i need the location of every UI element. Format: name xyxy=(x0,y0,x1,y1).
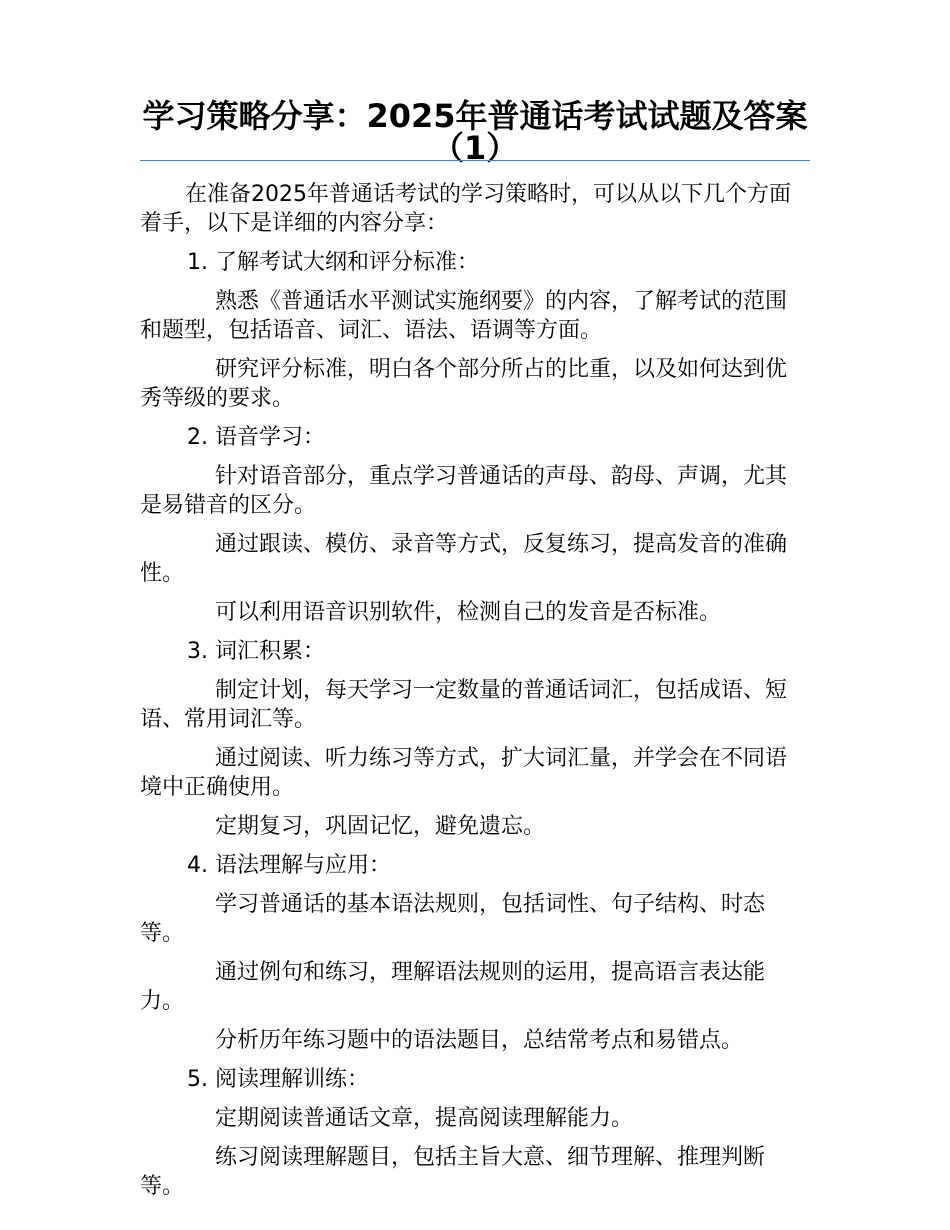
section-heading: 1. 了解考试大纲和评分标准： xyxy=(187,250,479,275)
document-body xyxy=(140,180,805,1211)
section-item: 定期复习，巩固记忆，避免遗忘。 xyxy=(215,814,546,839)
title-divider xyxy=(140,160,810,161)
section-item: 制定计划，每天学习一定数量的普通话词汇，包括成语、短语、常用词汇等。 xyxy=(140,678,788,732)
section-5 xyxy=(140,1065,805,1201)
intro-paragraph: 在准备2025年普通话考试的学习策略时，可以从以下几个方面着手，以下是详细的内容分享： xyxy=(140,182,791,236)
section-heading: 4. 语法理解与应用： xyxy=(187,853,391,878)
document-title: 学习策略分享：2025年普通话考试试题及答案（1） xyxy=(142,97,808,167)
section-item: 通过例句和练习，理解语法规则的运用，提高语言表达能力。 xyxy=(140,960,766,1014)
section-item: 通过阅读、听力练习等方式，扩大词汇量，并学会在不同语境中正确使用。 xyxy=(140,746,788,800)
section-item: 熟悉《普通话水平测试实施纲要》的内容，了解考试的范围和题型，包括语音、词汇、语法、语调等方面。 xyxy=(140,289,788,343)
section-heading: 2. 语音学习： xyxy=(187,425,325,450)
section-3 xyxy=(140,637,805,841)
section-heading: 3. 词汇积累： xyxy=(187,639,325,664)
section-item: 研究评分标准，明白各个部分所占的比重，以及如何达到优秀等级的要求。 xyxy=(140,357,788,411)
section-item: 可以利用语音识别软件，检测自己的发音是否标准。 xyxy=(215,600,722,625)
section-1 xyxy=(140,248,805,413)
section-item: 定期阅读普通话文章，提高阅读理解能力。 xyxy=(215,1106,634,1131)
section-item: 练习阅读理解题目，包括主旨大意、细节理解、推理判断等。 xyxy=(140,1145,766,1199)
section-heading: 5. 阅读理解训练： xyxy=(187,1067,369,1092)
section-4 xyxy=(140,851,805,1055)
section-item: 通过跟读、模仿、录音等方式，反复练习，提高发音的准确性。 xyxy=(140,532,788,586)
section-item: 学习普通话的基本语法规则，包括词性、句子结构、时态等。 xyxy=(140,892,766,946)
section-item: 分析历年练习题中的语法题目，总结常考点和易错点。 xyxy=(215,1028,744,1053)
section-item: 针对语音部分，重点学习普通话的声母、韵母、声调，尤其是易错音的区分。 xyxy=(140,464,788,518)
section-2 xyxy=(140,423,805,627)
